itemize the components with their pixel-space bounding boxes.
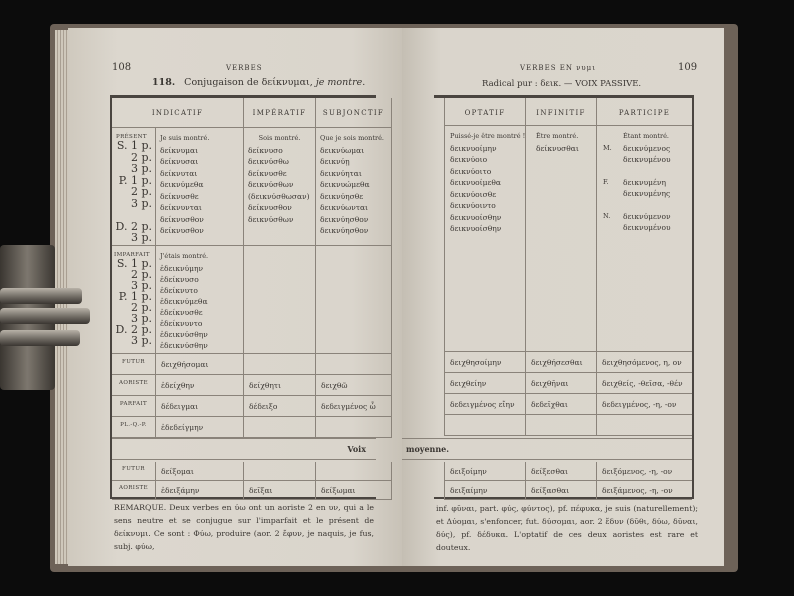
present-label-cell xyxy=(112,128,156,246)
verb-form: δεικνυώμεθα xyxy=(320,180,370,189)
verb-form: δεικνυοίμην xyxy=(450,143,497,153)
verb-form: δεικνυμένης xyxy=(623,189,671,198)
optatif-cell xyxy=(444,481,526,500)
gloss: J'étais montré. xyxy=(160,252,209,260)
verb-form: δειχθῆναι xyxy=(531,378,569,388)
verb-form: δεικνύοισθε xyxy=(450,189,497,199)
verb-form: δεικνύοιο xyxy=(450,155,488,164)
verb-form: δεικνύοιτο xyxy=(450,166,492,176)
voice-label: Voix xyxy=(347,444,366,454)
verb-form: ἐδεικνύσθην xyxy=(160,340,208,350)
header-indicatif: INDICATIF xyxy=(112,98,244,128)
title-gloss: je montre. xyxy=(315,77,366,88)
running-head: VERBES xyxy=(226,64,263,72)
verb-form: δεικνύσθω xyxy=(248,157,289,166)
header-imperatif: IMPÉRATIF xyxy=(244,98,316,128)
verb-form: δειξόμενος, -η, -ον xyxy=(602,466,673,476)
verb-form: δειξαίμην xyxy=(450,485,488,495)
gloss: Je suis montré. xyxy=(160,134,210,142)
verb-form: δεδειγμένος ὦ xyxy=(321,401,376,411)
verb-form: δεικνύσθων xyxy=(248,214,294,224)
verb-form: δέδειγμαι xyxy=(161,401,199,411)
gloss: Sois montré. xyxy=(258,134,301,142)
verb-form: δείκνυνται xyxy=(160,203,202,212)
tense-label: AORISTE xyxy=(118,484,149,491)
header-subjonctif: SUBJONCTIF xyxy=(316,98,392,128)
page-number: 109 xyxy=(678,62,698,73)
verb-form: ἐδείκνυτο xyxy=(160,285,198,295)
verb-form: δεικνύωνται xyxy=(320,203,368,212)
subjonctif-cell xyxy=(316,354,392,375)
verb-form: ἐδείκνυσθε xyxy=(160,307,203,317)
verb-form: δεικνύωμαι xyxy=(320,145,365,155)
imparfait-imperatif-empty xyxy=(244,246,316,354)
verb-form: δεικνύμενον xyxy=(623,211,671,221)
infinitif-cell xyxy=(526,394,597,415)
verb-form: ἐδεικνύσθην xyxy=(160,329,208,339)
header-optatif: OPTATIF xyxy=(444,98,526,126)
imparfait-indicatif xyxy=(156,246,244,354)
gloss: Puissé-je être montré ! xyxy=(450,132,526,140)
verb-form: δέδειξο xyxy=(249,401,278,411)
gender-label: N. xyxy=(603,211,611,220)
verb-form: δεδειγμένος εἴην xyxy=(450,399,515,409)
tense-label: AORISTE xyxy=(118,379,149,386)
label-cell xyxy=(112,375,156,396)
imperatif-cell xyxy=(244,462,316,481)
tense-label: FUTUR xyxy=(122,358,145,365)
verb-form: δεικνύμενος xyxy=(623,143,671,153)
verb-form: δεδεῖχθαι xyxy=(531,399,568,409)
label-cell xyxy=(112,481,156,500)
left-page xyxy=(68,28,402,566)
infinitif-cell xyxy=(526,481,597,500)
verb-form: ἐδεικνύμεθα xyxy=(160,296,208,306)
infinitif-cell xyxy=(526,352,597,373)
verb-form: δειχθῶ xyxy=(321,380,348,390)
verb-form: δεικνυμένου xyxy=(623,223,671,232)
verb-form: δεικνύησθε xyxy=(320,191,364,201)
verb-form: δεδειγμένος, -η, -ον xyxy=(602,399,677,409)
header-infinitif: INFINITIF xyxy=(526,98,597,126)
optatif-cell xyxy=(444,394,526,415)
running-head: VERBES EN νυμι xyxy=(520,64,596,72)
gender-label: M. xyxy=(603,143,612,152)
verb-form: δείκνυμαι xyxy=(160,145,199,155)
verb-form: δεῖξαι xyxy=(249,485,273,495)
optatif-cell xyxy=(444,415,526,436)
verb-form: ἐδειξάμην xyxy=(161,485,200,495)
verb-form: δεικνύησθον xyxy=(320,226,369,235)
subjonctif-cell xyxy=(316,481,392,500)
subjonctif-cell xyxy=(316,375,392,396)
subtitle: Radical pur : δεικ. — VOIX PASSIVE. xyxy=(482,79,642,89)
page-number: 108 xyxy=(112,62,132,73)
section-number: 118. xyxy=(152,77,176,88)
imparfait-label: IMPARFAIT xyxy=(114,252,150,258)
present-persons: S. 1 p. 2 p. 3 p. P. 1 p. 2 p. 3 p. D. 2 p. 3 p. xyxy=(115,139,152,244)
verb-form: δειχθησοίμην xyxy=(450,357,502,367)
participle-gender-group xyxy=(603,143,686,166)
verb-form: δειχθησόμενος, η, ον xyxy=(602,357,682,367)
remark-text: REMARQUE. Deux verbes en ύω ont un aoriste 2 en υν, qui a le sens neutre et se conjugue sur l'imparfait et le présent de δείκνυμι. Ce sont : Φύω, produire (aor. 2 ἔφυν, je naquis, je fus, subj. φύω, xyxy=(114,503,374,551)
verb-form: δείκνυσαι xyxy=(160,157,199,166)
indicatif-cell xyxy=(156,481,244,500)
participe-cell xyxy=(597,373,692,394)
voice-row xyxy=(112,438,376,460)
verb-form: δειχθείς, -θεῖσα, -θέν xyxy=(602,378,683,388)
header-participe: PARTICIPE xyxy=(597,98,692,126)
verb-form: ἐδείκνυσο xyxy=(160,274,199,284)
subjonctif-cell xyxy=(316,417,392,438)
indicatif-cell xyxy=(156,396,244,417)
section-title xyxy=(152,77,365,88)
verb-form: δεικνυμένου xyxy=(623,155,671,164)
verb-form: δεικνυοίμεθα xyxy=(450,178,501,187)
tense-label: FUTUR xyxy=(122,465,145,472)
voice-row xyxy=(402,438,692,460)
optatif-cell xyxy=(444,352,526,373)
verb-form: δεικνυοίσθην xyxy=(450,212,502,222)
optatif-present xyxy=(444,126,526,352)
present-label: PRÉSENT xyxy=(116,134,147,140)
title: Conjugaison de δείκνυμαι, xyxy=(184,77,313,88)
verb-form: δεικνύῃ xyxy=(320,157,350,166)
remark-continued: inf. φῦναι, part. φύς, φύντος), pf. πέφυκα, je suis (naturellement); et Δύομαι, s'enfoncer, fut. δύσομαι, aor. 2 ἔδυν (δῦθι, δύω, δῦναι, δύς), pf. δέδυκα. L'optatif de ces deux aoristes est rare et douteux. xyxy=(436,504,698,552)
infinitif-cell xyxy=(526,462,597,481)
verb-form: δεικνυμένη xyxy=(623,177,666,187)
voice-label: moyenne. xyxy=(406,444,450,454)
verb-form: δείξασθαι xyxy=(531,485,570,495)
verb-form: δεικνύηται xyxy=(320,168,362,178)
verb-form: δείκνυσθε xyxy=(248,168,287,178)
verb-form: ἐδείκνυντο xyxy=(160,318,203,328)
participe-cell xyxy=(597,462,692,481)
participe-present xyxy=(597,126,692,352)
tense-label: PL.-Q.-P. xyxy=(120,421,147,428)
gloss: Que je sois montré. xyxy=(320,134,384,142)
verb-form: δειχθείην xyxy=(450,378,487,388)
imperatif-cell xyxy=(244,481,316,500)
participe-cell xyxy=(597,481,692,500)
tense-label: PARFAIT xyxy=(119,400,148,407)
verb-form: δεικνύμεθα xyxy=(160,180,204,189)
label-cell xyxy=(112,462,156,481)
indicatif-cell xyxy=(156,417,244,438)
participle-gender-group xyxy=(603,177,686,200)
label-cell xyxy=(112,396,156,417)
imparfait-subjonctif-empty xyxy=(316,246,392,354)
conjugation-table-left xyxy=(110,95,385,499)
present-indicatif xyxy=(156,128,244,246)
verb-form: ἐδεδείγμην xyxy=(161,422,204,432)
imperatif-cell xyxy=(244,375,316,396)
imperatif-cell xyxy=(244,354,316,375)
imparfait-label-cell xyxy=(112,246,156,354)
conjugation-table-right xyxy=(406,95,694,499)
gender-label: F. xyxy=(603,177,609,186)
indicatif-cell xyxy=(156,354,244,375)
infinitif-cell xyxy=(526,415,597,436)
verb-form: (δεικνύσθωσαν) xyxy=(248,191,310,201)
participle-gender-group xyxy=(603,211,686,234)
verb-form: δειξοίμην xyxy=(450,466,487,476)
verb-form: δείχθητι xyxy=(249,380,281,390)
verb-form: δείκνυσθον xyxy=(248,203,292,212)
subjonctif-cell xyxy=(316,462,392,481)
verb-form: δεικνυοίσθην xyxy=(450,224,502,233)
label-cell xyxy=(112,417,156,438)
gloss: Étant montré. xyxy=(623,132,669,140)
imperatif-cell xyxy=(244,417,316,438)
verb-form: δείξωμαι xyxy=(321,485,356,495)
verb-form: δεικνύησθον xyxy=(320,214,369,224)
verb-form: δείξομαι xyxy=(161,466,194,476)
verb-form: δεικνύοιντο xyxy=(450,201,496,210)
verb-form: δείξεσθαι xyxy=(531,466,568,476)
verb-form: δείκνυσο xyxy=(248,145,283,155)
infinitif-cell xyxy=(526,373,597,394)
verb-form: δείκνυσθε xyxy=(160,191,199,201)
optatif-cell xyxy=(444,373,526,394)
verb-form: ἐδείχθην xyxy=(161,380,195,390)
participe-cell xyxy=(597,352,692,373)
verb-form: ἐδεικνύμην xyxy=(160,263,204,273)
verb-form: δείκνυται xyxy=(160,168,198,178)
gloss: Être montré. xyxy=(536,132,579,140)
present-imperatif xyxy=(244,128,316,246)
label-cell xyxy=(112,354,156,375)
right-page xyxy=(402,28,724,566)
participe-cell xyxy=(597,394,692,415)
present-subjonctif xyxy=(316,128,392,246)
verb-form: δειχθήσομαι xyxy=(161,359,209,369)
indicatif-cell xyxy=(156,462,244,481)
imperatif-cell xyxy=(244,396,316,417)
form: δείκνυσθαι xyxy=(536,143,579,153)
participe-cell xyxy=(597,415,692,436)
verb-form: δείκνυσθον xyxy=(160,214,204,224)
verb-form: δειξάμενος, -η, -ον xyxy=(602,485,673,495)
infinitif-present xyxy=(526,126,597,352)
optatif-cell xyxy=(444,462,526,481)
subjonctif-cell xyxy=(316,396,392,417)
imparfait-persons: S. 1 p. 2 p. 3 p. P. 1 p. 2 p. 3 p. D. 2 p. 3 p. xyxy=(115,257,152,347)
verb-form: δειχθήσεσθαι xyxy=(531,357,583,367)
indicatif-cell xyxy=(156,375,244,396)
verb-form: δείκνυσθον xyxy=(160,226,204,235)
verb-form: δεικνύσθων xyxy=(248,180,294,189)
